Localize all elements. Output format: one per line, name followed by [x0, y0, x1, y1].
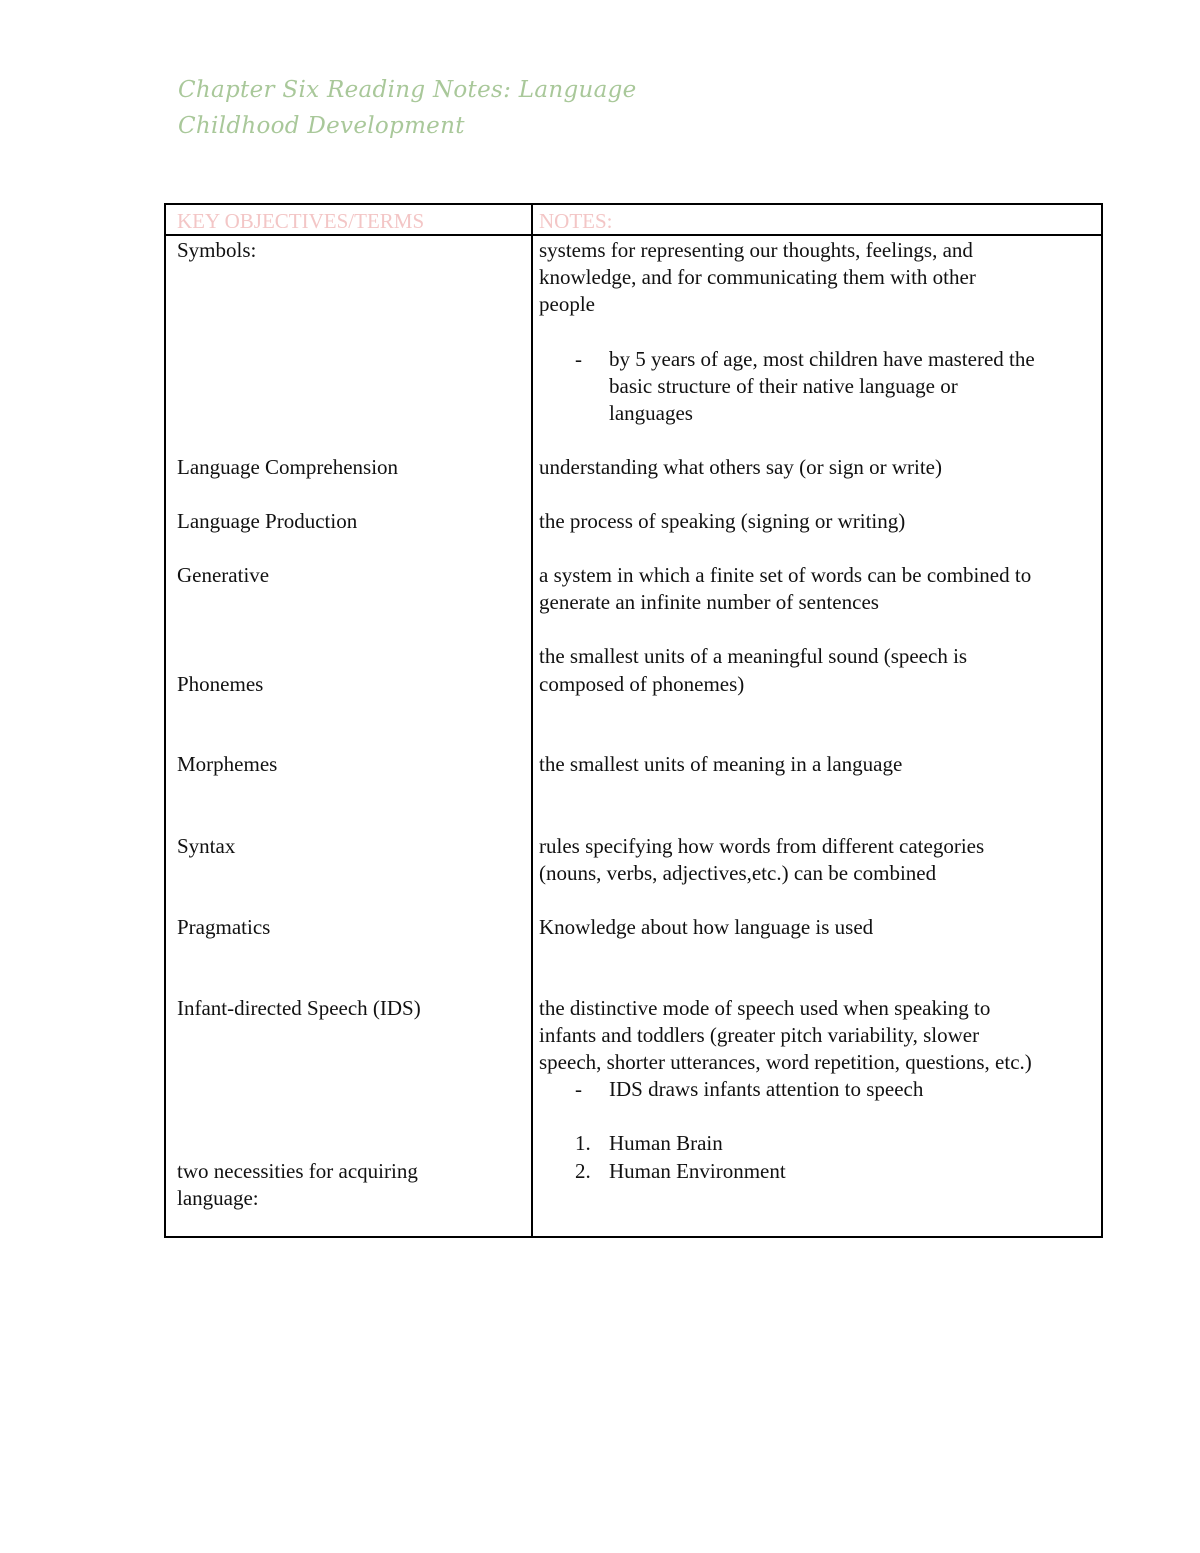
header-terms: KEY OBJECTIVES/TERMS [177, 209, 425, 233]
numbered-item-human-brain: Human Brain [609, 1131, 723, 1155]
bullet-text-line-2: basic structure of their native language or [609, 374, 958, 398]
note-syntax-line-1: rules specifying how words from different categories [539, 834, 985, 858]
term-language-comprehension: Language Comprehension [177, 455, 399, 479]
numbered-marker-2: 2. [575, 1159, 591, 1183]
bullet-text-line-3: languages [609, 401, 693, 425]
column-divider [531, 205, 533, 1236]
note-symbols-line-1: systems for representing our thoughts, feelings, and [539, 238, 973, 262]
term-two-necessities-line-2: language: [177, 1186, 259, 1210]
note-ids-line-3: speech, shorter utterances, word repetition, questions, etc.) [539, 1050, 1032, 1074]
term-phonemes: Phonemes [177, 672, 264, 696]
note-pragmatics: Knowledge about how language is used [539, 915, 874, 939]
term-syntax: Syntax [177, 834, 236, 858]
term-two-necessities-line-1: two necessities for acquiring [177, 1159, 418, 1183]
note-ids-line-2: infants and toddlers (greater pitch variability, slower [539, 1023, 980, 1047]
note-generative-line-1: a system in which a finite set of words can be combined to [539, 563, 1032, 587]
note-generative-line-2: generate an infinite number of sentences [539, 590, 879, 614]
header-notes: NOTES: [539, 209, 613, 233]
bullet-marker: - [575, 347, 582, 371]
bullet-text-ids: IDS draws infants attention to speech [609, 1077, 924, 1101]
notes-table [164, 203, 1103, 1238]
note-morphemes: the smallest units of meaning in a language [539, 752, 903, 776]
term-pragmatics: Pragmatics [177, 915, 271, 939]
document-title [178, 72, 637, 144]
term-infant-directed-speech: Infant-directed Speech (IDS) [177, 996, 421, 1020]
term-language-production: Language Production [177, 509, 358, 533]
numbered-marker-1: 1. [575, 1131, 591, 1155]
note-language-comprehension: understanding what others say (or sign or write) [539, 455, 942, 479]
term-morphemes: Morphemes [177, 752, 278, 776]
numbered-item-human-environment: Human Environment [609, 1159, 786, 1183]
note-syntax-line-2: (nouns, verbs, adjectives,etc.) can be combined [539, 861, 937, 885]
bullet-text-line-1: by 5 years of age, most children have mastered the [609, 347, 1035, 371]
header-divider [166, 234, 1101, 236]
term-symbols: Symbols: [177, 238, 257, 262]
title-line-2: Childhood Development [178, 113, 465, 139]
note-phonemes-line-1: the smallest units of a meaningful sound (speech is [539, 644, 968, 668]
note-symbols-line-3: people [539, 292, 595, 316]
term-generative: Generative [177, 563, 270, 587]
note-language-production: the process of speaking (signing or writing) [539, 509, 906, 533]
note-phonemes-line-2: composed of phonemes) [539, 672, 745, 696]
title-line-1: Chapter Six Reading Notes: Language [178, 77, 637, 103]
bullet-marker: - [575, 1077, 582, 1101]
note-symbols-line-2: knowledge, and for communicating them with other [539, 265, 976, 289]
note-ids-line-1: the distinctive mode of speech used when speaking to [539, 996, 991, 1020]
